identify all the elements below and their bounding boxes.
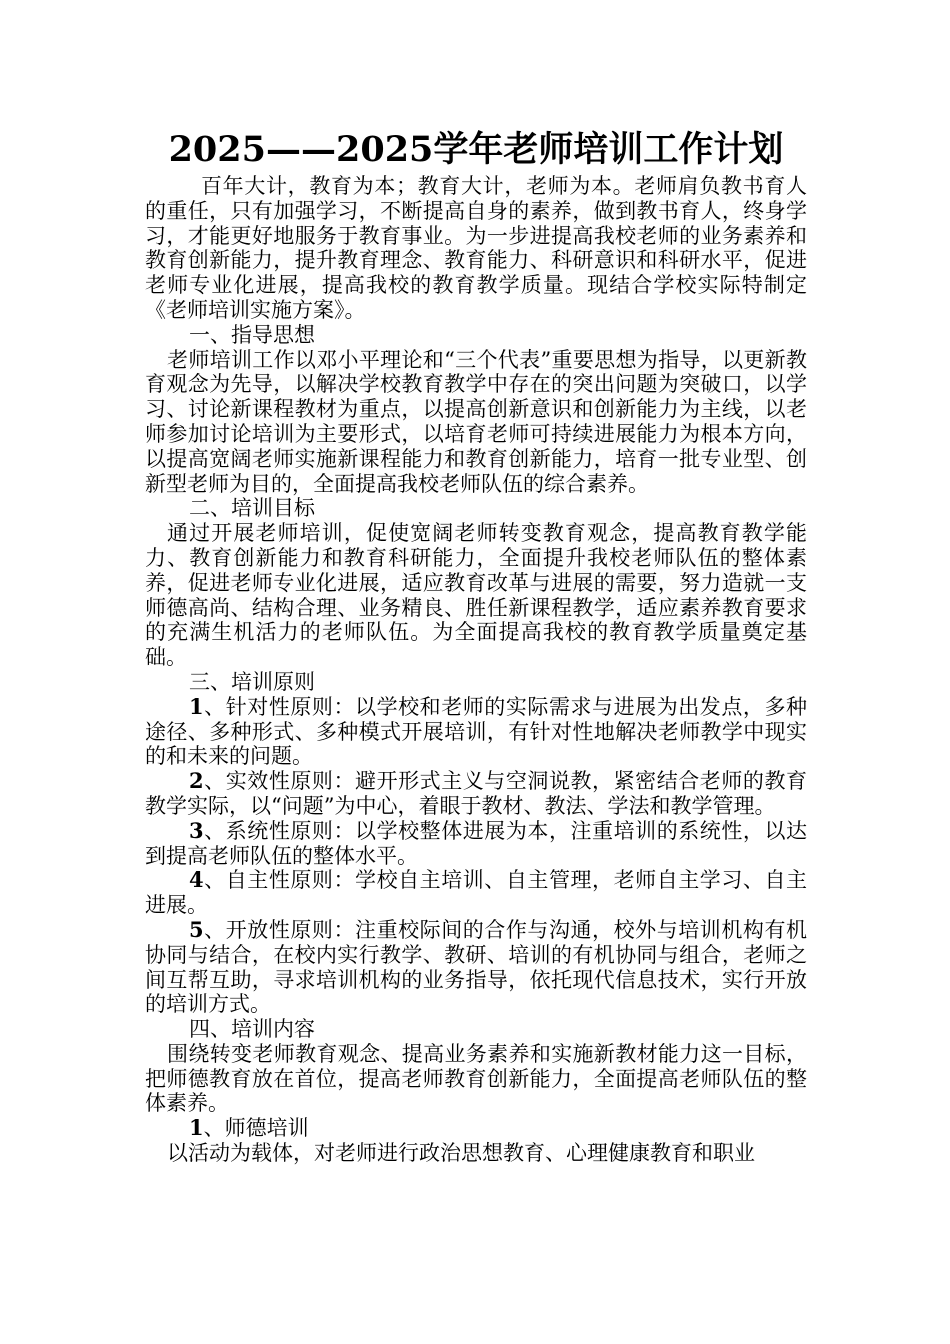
principle-text: 、针对性原则：以学校和老师的实际需求与进展为出发点，多种途径、多种形式、多种模式开展培训，有针对性地解决老师教学中现实的和未来的问题。 [145, 694, 807, 769]
principle-text: 、自主性原则：学校自主培训、自主管理，老师自主学习、自主进展。 [145, 868, 807, 918]
principle-text: 、开放性原则：注重校际间的合作与沟通，校外与培训机构有机协同与结合，在校内实行教学、教研、培训的有机协同与组合，老师之间互帮互助，寻求培训机构的业务指导，依托现代信息技术，实行开放的培训方式。 [145, 917, 807, 1017]
principle-item [145, 769, 807, 819]
principle-item [145, 918, 807, 1017]
principle-number: 5 [189, 916, 204, 942]
subsection-body-ethics-training: 以活动为载体，对老师进行政治思想教育、心理健康教育和职业 [167, 1141, 755, 1166]
principle-number: 4 [189, 867, 204, 893]
principle-item [145, 695, 807, 769]
principle-text: 、系统性原则：以学校整体进展为本，注重培训的系统性，以达到提高老师队伍的整体水平。 [145, 818, 807, 868]
section-heading-training-goals: 二、培训目标 [189, 496, 315, 521]
section-body-training-content: 围绕转变老师教育观念、提高业务素养和实施新教材能力这一目标，把师德教育放在首位，提高老师教育创新能力，全面提高老师队伍的整体素养。 [145, 1041, 807, 1116]
subsection-heading-text: 、师德培训 [203, 1116, 309, 1141]
intro-paragraph: 百年大计，教育为本；教育大计，老师为本。老师肩负教书育人的重任，只有加强学习，不断提高自身的素养，做到教书育人，终身学习，才能更好地服务于教育事业。为一步进提高我校老师的业务素养和教育创新能力，提升教育理念、教育能力、科研意识和科研水平，促进老师专业化进展，提高我校的教育教学质量。现结合学校实际特制定《老师培训实施方案》。 [145, 174, 807, 322]
section-body-training-goals: 通过开展老师培训，促使宽阔老师转变教育观念，提高教育教学能力、教育创新能力和教育科研能力，全面提升我校老师队伍的整体素养，促进老师专业化进展，适应教育改革与进展的需要，努力造就一支师德高尚、结构合理、业务精良、胜任新课程教学，适应素养教育要求的充满生机活力的老师队伍。为全面提高我校的教育教学质量奠定基础。 [145, 521, 807, 670]
principle-item [145, 819, 807, 869]
section-heading-training-content: 四、培训内容 [189, 1017, 315, 1042]
subsection-number: 1 [189, 1115, 204, 1141]
principle-item [145, 868, 807, 918]
section-body-guiding-thought: 老师培训工作以邓小平理论和“三个代表”重要思想为指导，以更新教育观念为先导，以解决学校教育教学中存在的突出问题为突破口，以学习、讨论新课程教材为重点，以提高创新意识和创新能力为主线，以老师参加讨论培训为主要形式，以培育老师可持续进展能力为根本方向，以提高宽阔老师实施新课程能力和教育创新能力，培育一批专业型、创新型老师为目的，全面提高我校老师队伍的综合素养。 [145, 347, 807, 496]
principle-text: 、实效性原则：避开形式主义与空洞说教，紧密结合老师的教育教学实际，以“问题”为中心，着眼于教材、教法、学法和教学管理。 [145, 769, 807, 818]
document-title: 2025——2025学年老师培训工作计划 [168, 129, 784, 170]
principle-number: 3 [189, 817, 204, 843]
section-heading-training-principles: 三、培训原则 [189, 669, 315, 694]
document-page [145, 128, 807, 1166]
principle-number: 1 [189, 693, 204, 719]
principle-number: 2 [189, 768, 204, 794]
subsection-heading-ethics-training [145, 1116, 807, 1141]
section-heading-guiding-thought: 一、指导思想 [189, 322, 315, 347]
